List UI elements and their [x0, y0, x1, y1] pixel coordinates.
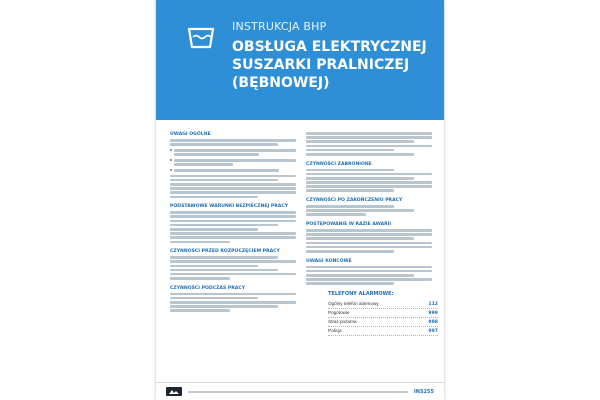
- title-line: OBSŁUGA ELEKTRYCZNEJ: [232, 39, 427, 55]
- phone-number: 112: [428, 301, 438, 307]
- phone-label: Policja: [328, 327, 342, 333]
- section-body-podczas-pracy: [170, 293, 296, 312]
- phone-label: Pogotowie: [328, 309, 350, 315]
- phone-number: 997: [428, 328, 438, 334]
- phone-row: [328, 318, 438, 327]
- phone-number: 999: [428, 310, 438, 316]
- phone-label: Ogólny telefon alarmowy: [328, 300, 379, 306]
- section-title-podczas-pracy: CZYNNOŚCI PODCZAS PRACY: [170, 285, 246, 291]
- section-body-uwagi-ogolne: [170, 139, 296, 198]
- phones-title: TELEFONY ALARMOWE:: [328, 290, 394, 297]
- section-body-zabronione: [306, 169, 432, 193]
- footer-text-line: [188, 391, 408, 393]
- section-body-przed-praca: [170, 256, 296, 280]
- left-column: [170, 126, 296, 372]
- right-column: [306, 126, 438, 372]
- section-body-podstawowe-warunki: [170, 211, 296, 243]
- sheet-title: [232, 38, 432, 92]
- instruction-sheet: [156, 0, 444, 400]
- emergency-phones: [328, 291, 438, 336]
- section-body-continued: [306, 132, 432, 156]
- phone-row: [328, 327, 438, 336]
- section-title-uwagi-ogolne: UWAGI OGÓLNE: [170, 132, 211, 137]
- phone-row: [328, 309, 438, 318]
- section-body-po-zakonczeniu: [306, 205, 432, 216]
- section-title-awaria: POSTĘPOWANIE W RAZIE AWARII: [306, 222, 392, 228]
- section-body-awaria: [306, 229, 432, 253]
- sheet-header: [156, 0, 444, 120]
- phone-number: 998: [428, 319, 438, 325]
- section-body-uwagi-koncowe: [306, 266, 432, 285]
- title-line: (BĘBNOWEJ): [232, 75, 330, 91]
- sheet-kicker: INSTRUKCJA BHP: [232, 20, 327, 33]
- sheet-footer: [156, 382, 444, 400]
- laundry-tub-icon: [186, 25, 216, 51]
- phone-label: Straż pożarna: [328, 318, 357, 324]
- phone-row: [328, 300, 438, 309]
- section-title-zabronione: CZYNNOŚCI ZABRONIONE: [306, 161, 372, 167]
- section-title-po-zakonczeniu: CZYNNOŚCI PO ZAKOŃCZENIU PRACY: [306, 198, 403, 204]
- title-line: SUSZARKI PRALNICZEJ: [232, 57, 410, 73]
- section-title-przed-praca: CZYNNOŚCI PRZED ROZPOCZĘCIEM PRACY: [170, 249, 280, 255]
- sheet-body: [170, 126, 438, 372]
- publisher-logo: [166, 387, 182, 396]
- document-code: INS255: [413, 388, 434, 395]
- section-title-uwagi-koncowe: UWAGI KOŃCOWE: [306, 258, 352, 264]
- section-title-podstawowe-warunki: PODSTAWOWE WARUNKI BEZPIECZNEJ PRACY: [170, 204, 289, 210]
